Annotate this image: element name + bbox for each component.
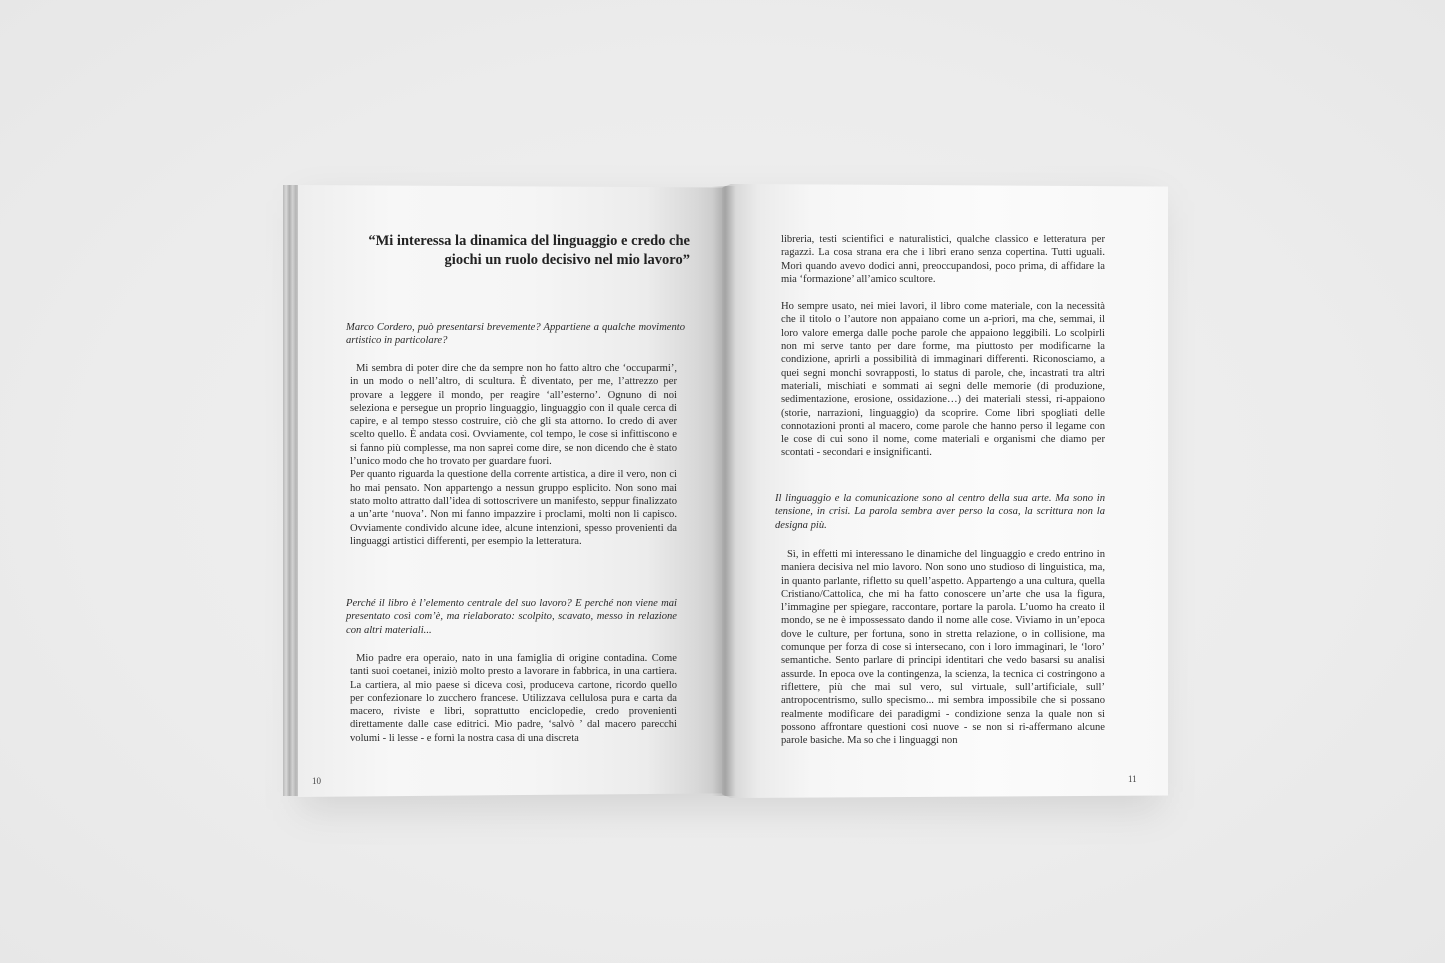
right-text-block-1 (781, 233, 1105, 460)
answer-1 (350, 362, 677, 548)
answer-2 (350, 652, 677, 745)
question-2: Perché il libro è l’elemento centrale del suo lavoro? E perché non viene mai presentato così com’è, ma rielaborato: scolpito, scavato, messo in relazione con altri materiali... (346, 598, 677, 636)
question-3: Il linguaggio e la comunicazione sono al centro della sua arte. Ma sono in tensione, in crisi. La parola sembra aver perso la cosa, la scrittura non la designa più. (775, 493, 1105, 531)
answer-1-paragraph-2: Per quanto riguarda la questione della corrente artistica, a dire il vero, non ci ho mai pensato. Non appartengo a nessun gruppo esplicito. Non sono mai stato molto attratto dall’idea di sottoscrivere un manifesto, seppur finalizzato a un’arte ‘nuova’. Non mi fanno impazzire i proclami, molti non li capisco. Ovviamente condivido alcune idee, alcune intenzioni, spesso provenienti da linguaggi artistici differenti, per esempio la letteratura. (350, 469, 677, 547)
page-edges-stack (283, 185, 299, 796)
answer-2-paragraph-1: Mio padre era operaio, nato in una famiglia di origine contadina. Come tanti suoi coetanei, iniziò molto presto a lavorare in fabbrica, in una cartiera. La cartiera, al mio paese si diceva così, produceva cartone, ricordo quello per confezionare lo zucchero francese. Utilizzava cellulosa pura e carta da macero, riviste e libri, soprattutto enciclopedie, credo provenienti direttamente dalle case editrici. Mio padre, ‘salvò ’ dal macero parecchi volumi - li lesse - e fornì la nostra casa di una discreta (350, 653, 677, 744)
page-number-left: 10 (312, 776, 321, 786)
answer-3-paragraph-1: Sì, in effetti mi interessano le dinamiche del linguaggio e credo entrino in maniera decisiva nel mio lavoro. Non sono uno studioso di linguistica, ma, in quanto parlante, rifletto su quell’aspetto. Appartengo a una cultura, quella Cristiano/Cattolica, che mi ha fatto conoscere un’arte che usa la figura, l’immagine per spiegare, raccontare, portare la parola. L’uomo ha creato il mondo, se ne è impossessato dando il nome alle cose. Viviamo in un’epoca dove le culture, per fortuna, sono in stretta relazione, o in collisione, ma comunque per forza di cose si intersecano, con i loro immaginari, le ‘loro’ semantiche. Sento parlare di principi identitari che vedo basarsi su analisi assurde. In epoca ove la contingenza, la scienza, la tecnica ci costringono a riflettere, più che mai sul vero, sul virtuale, sull’artificiale, sull’ antropocentrismo, sullo specismo... mi sembra impossibile che si possano realmente modificare dei paradigmi - condizione senza la quale non si possono affrontare questioni così nuove - se non si ri-affermano alcune parole basiche. Ma so che i linguaggi non (781, 549, 1105, 747)
question-1: Marco Cordero, può presentarsi brevemente? Appartiene a qualche movimento artistico in particolare? (346, 322, 685, 347)
answer-3 (781, 548, 1105, 747)
answer-1-paragraph-1: Mi sembra di poter dire che da sempre non ho fatto altro che ‘occuparmi’, in un modo o nell’altro, di scultura. È diventato, per me, l’attrezzo per provare a leggere il mondo, per reagire ‘all’esterno’. Ognuno di noi seleziona e persegue un proprio linguaggio, linguaggio con il quale cerca di capire, e al tempo stesso costruire, ciò che gli sta attorno. Io credo di aver scelto quello. È andata così. Ovviamente, col tempo, le cose si infittiscono e si fanno più complesse, ma non saprei come dire, se non dicendo che è stato l’unico modo che ho trovato per guardare fuori. (350, 363, 677, 468)
page-number-right: 11 (1128, 774, 1137, 784)
right-paragraph-2: Ho sempre usato, nei miei lavori, il libro come materiale, con la necessità che il titolo o l’autore non appaiano come un a-priori, ma che, semmai, il loro valore emerga dalle poche parole che appaiono leggibili. Lo scolpirli non mi serve tanto per dare forme, ma piuttosto per modificarne la condizione, aprirli a possibilità di immaginari differenti. Riconosciamo, a quei segni monchi sovrapposti, lo status di parole, che, incastrati tra altri materiali, mischiati e sommati ai segni delle memorie (di produzione, sedimentazione, erosione, ossidazione…) dei materiali stessi, ri-appaiono (storie, narrazioni, linguaggio) da scoprire. Come libri spogliati delle connotazioni pronti al macero, come parole che hanno perso il legame con le cose di cui sono il nome, come materiali e organismi che diamo per scontati - secondari e insignificanti. (781, 301, 1105, 459)
right-paragraph-1: libreria, testi scientifici e naturalistici, qualche classico e letteratura per ragazzi. La cosa strana era che i libri erano senza copertina. Tutti uguali. Morì quando avevo dodici anni, preoccupandosi, poco prima, di affidare la mia ‘formazione’ all’amico scultore. (781, 234, 1105, 285)
title-quote: “Mi interessa la dinamica del linguaggio e credo che giochi un ruolo decisivo nel mio lavoro” (368, 233, 690, 268)
